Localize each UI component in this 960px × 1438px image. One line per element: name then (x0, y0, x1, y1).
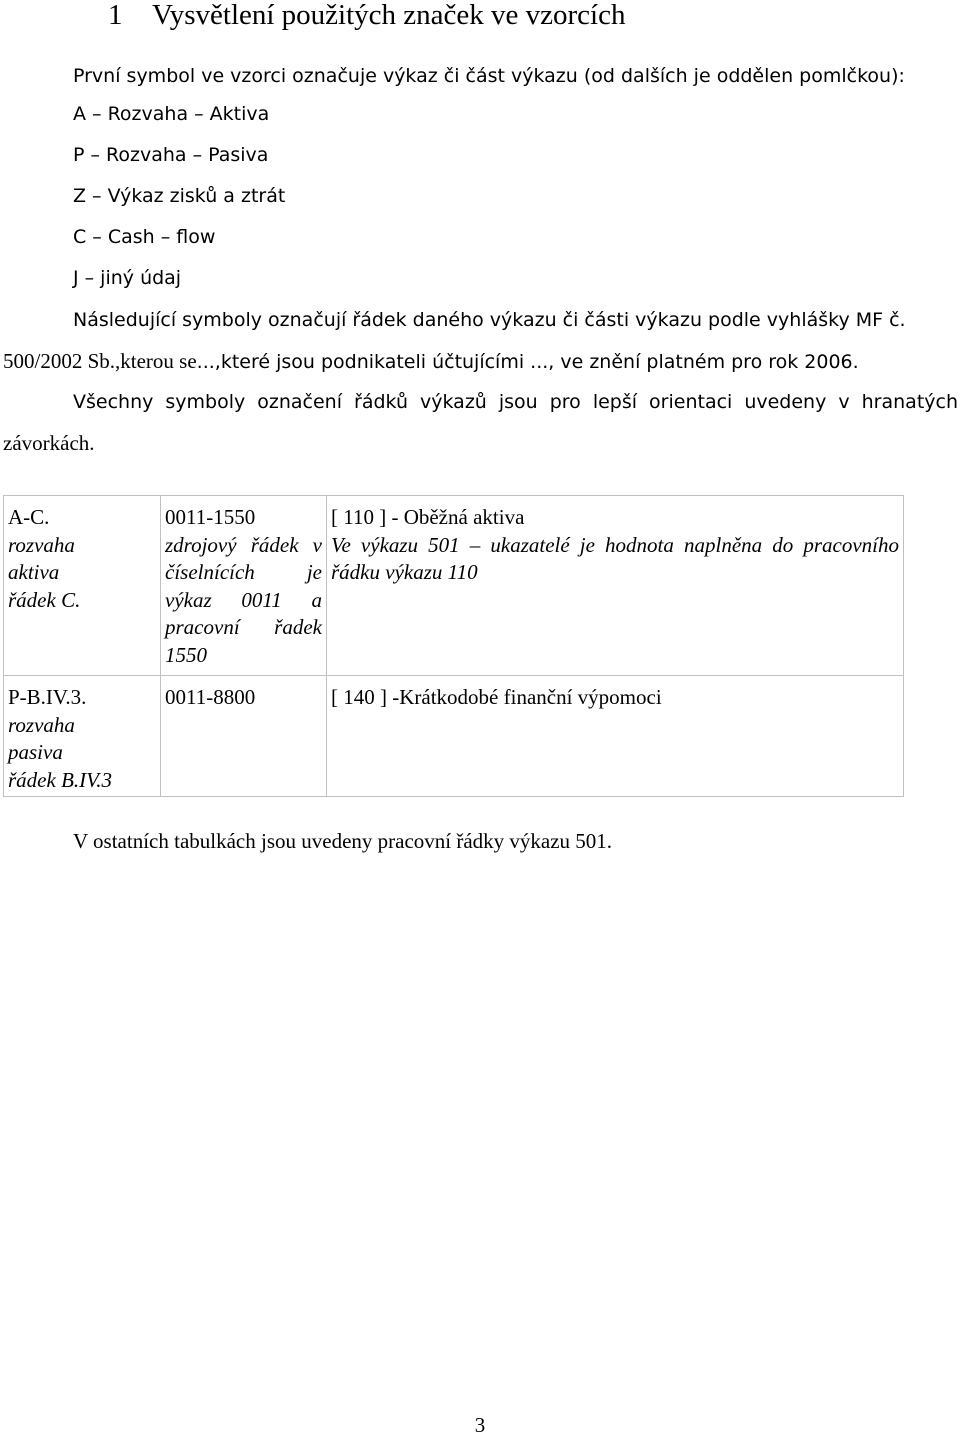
code-cell (161, 496, 327, 676)
code-desc: zdrojový řádek v číselnících je výkaz 0011 a pracovní řadek 1550 (165, 532, 322, 667)
row-label: [ 110 ] - Oběžná aktiva (331, 505, 525, 529)
para1-line1: Následující symboly označují řádek daného výkazu či části výkazu podle vyhlášky MF č. (73, 309, 906, 331)
decree-reference: 500/2002 Sb.,kterou se (3, 349, 197, 373)
symbol-desc: aktiva (8, 560, 60, 584)
symbol-desc: řádek C. (8, 587, 81, 612)
row-desc: Ve výkazu 501 – ukazatelé je hodnota naplněna do pracovního řádku výkazu 110 (331, 532, 899, 584)
code: 0011-1550 (165, 505, 256, 529)
legend-item-z: Z – Výkaz zisků a ztrát (73, 185, 286, 207)
text-cell (327, 496, 904, 676)
section-title: Vysvětlení použitých značek ve vzorcích (152, 0, 626, 31)
section-number: 1 (108, 0, 123, 31)
code-cell (161, 676, 327, 797)
closing-text: V ostatních tabulkách jsou uvedeny pracovní řádky výkazu 501. (73, 829, 613, 853)
symbols-table (3, 495, 904, 797)
para1-line2 (3, 348, 859, 375)
table-row (4, 496, 904, 676)
symbol-desc: řádek B.IV.3 (8, 767, 113, 792)
page-number: 3 (474, 1413, 486, 1437)
symbol-cell (4, 496, 161, 676)
legend-item-p: P – Rozvaha – Pasiva (73, 144, 269, 166)
intro-text: První symbol ve vzorci označuje výkaz či část výkazu (od dalších je oddělen pomlčkou): (73, 65, 905, 87)
symbol-desc: rozvaha (8, 532, 75, 557)
legend-item-c: C – Cash – flow (73, 226, 216, 248)
row-label: [ 140 ] -Krátkodobé finanční výpomoci (331, 685, 662, 709)
symbol-desc: rozvaha (8, 712, 75, 737)
symbol-desc: pasiva (8, 740, 63, 764)
section-heading (108, 0, 625, 30)
legend-item-a: A – Rozvaha – Aktiva (73, 103, 270, 125)
table-row (4, 676, 904, 797)
code: 0011-8800 (165, 685, 256, 709)
text-cell (327, 676, 904, 797)
para2-line1: Všechny symboly označení řádků výkazů jsou pro lepší orientaci uvedeny v hranatých (73, 391, 958, 413)
symbol: A-C. (8, 505, 50, 529)
decree-reference-rest: ...,které jsou podnikateli účtujícími ..., ve znění platném pro rok 2006. (196, 351, 859, 373)
para2-line2: závorkách. (3, 431, 95, 455)
symbol: P-B.IV.3. (8, 685, 87, 709)
legend-item-j: J – jiný údaj (73, 267, 182, 289)
symbol-cell (4, 676, 161, 797)
